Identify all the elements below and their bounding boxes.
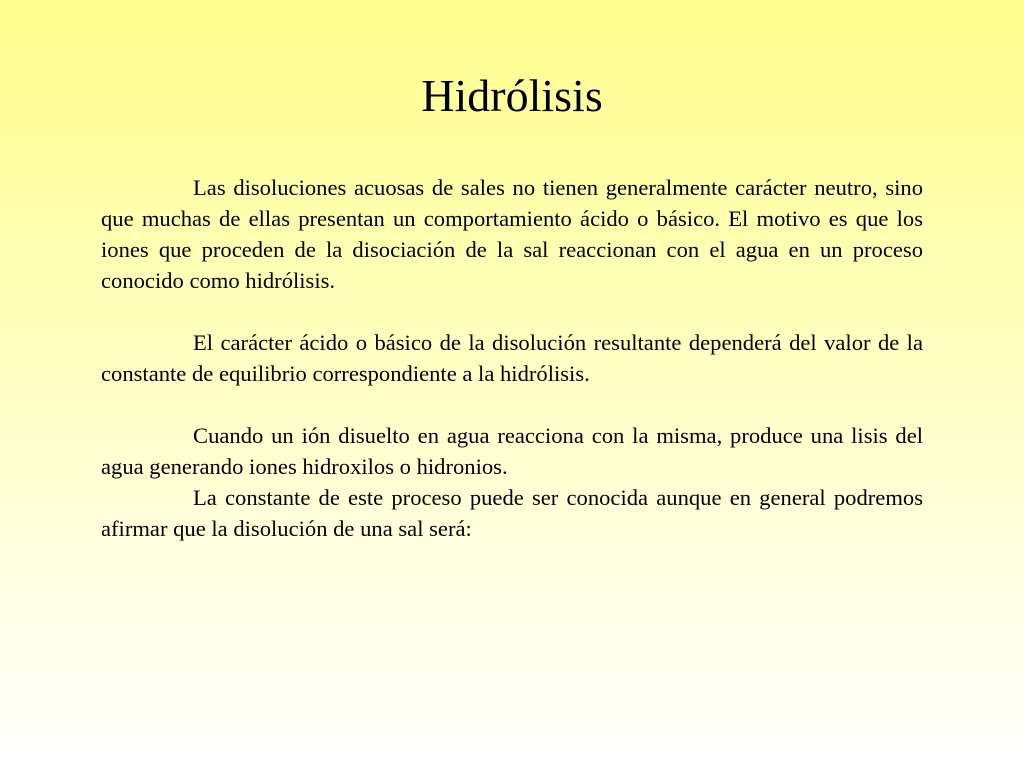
slide-title: Hidrólisis: [421, 70, 603, 121]
slide-body: [101, 172, 923, 544]
paragraph-1: Las disoluciones acuosas de sales no tienen generalmente carácter neutro, sino que muchas de ellas presentan un comportamiento ácido o básico. El motivo es que los iones que proceden de la disociación de la sal reaccionan con el agua en un proceso conocido como hidrólisis.: [101, 175, 923, 293]
paragraph-spacer: [101, 389, 923, 420]
paragraph-spacer: [101, 296, 923, 327]
paragraph-2: El carácter ácido o básico de la disolución resultante dependerá del valor de la constante de equilibrio correspondiente a la hidrólisis.: [101, 330, 923, 386]
paragraph-3: Cuando un ión disuelto en agua reacciona con la misma, produce una lisis del agua generando iones hidroxilos o hidronios.: [101, 423, 923, 479]
paragraph-4: La constante de este proceso puede ser conocida aunque en general podremos afirmar que la disolución de una sal será:: [101, 485, 923, 541]
